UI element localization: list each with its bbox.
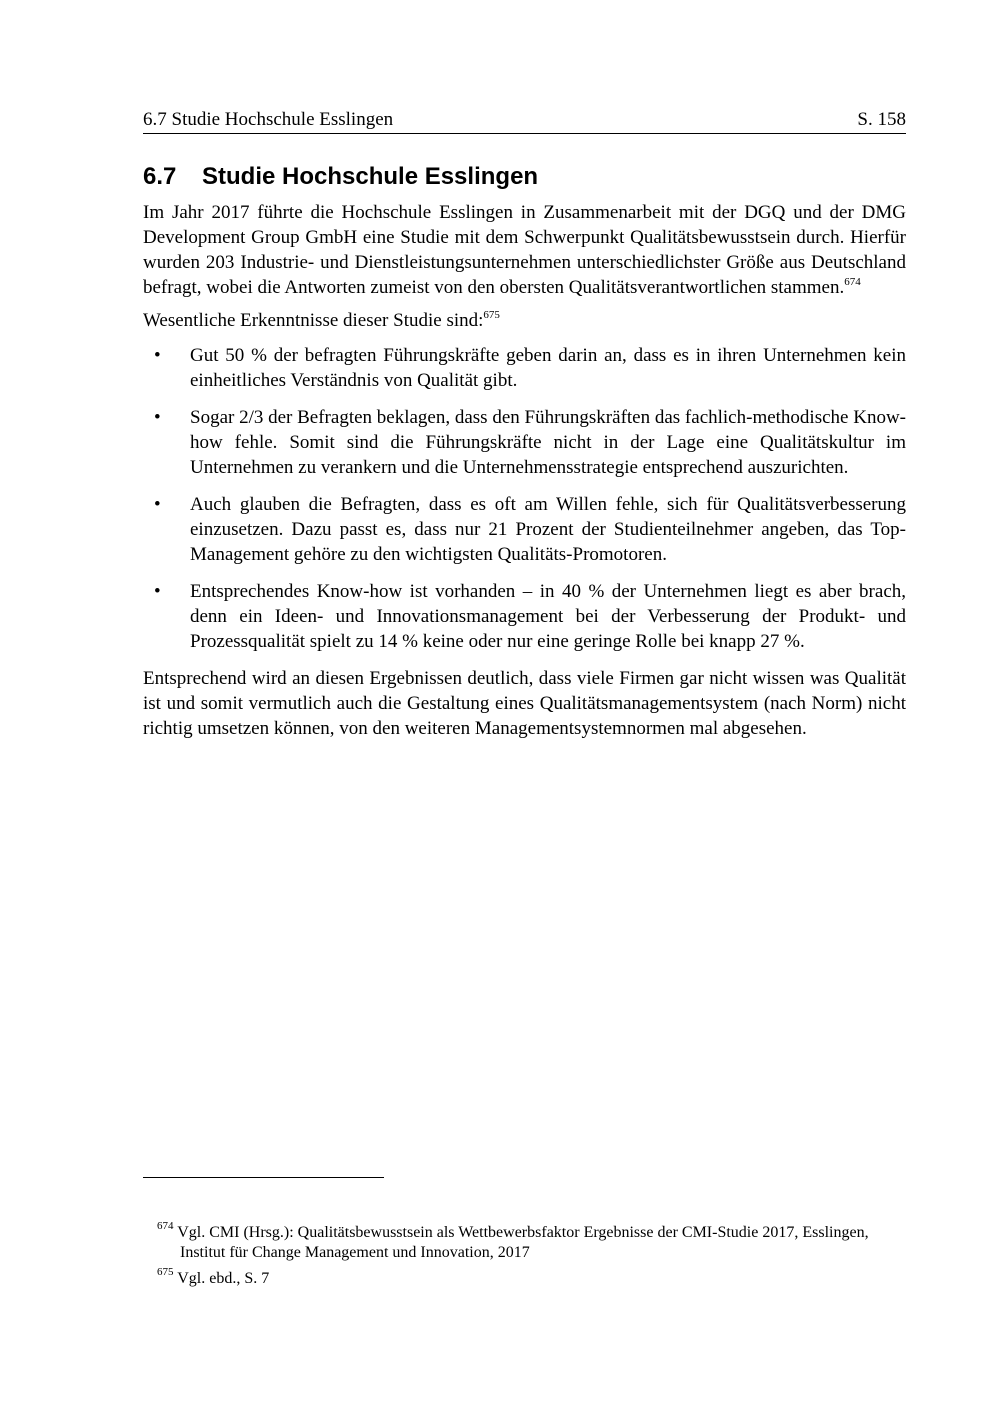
footnote-number: 675 (157, 1266, 174, 1278)
footnotes (143, 1220, 906, 1295)
footnote-675 (143, 1266, 906, 1289)
list-item-text: Sogar 2/3 der Befragten beklagen, dass den Führungskräften das fachlich-methodische Know-how fehle. Somit sind die Führungskräfte nicht in der Lage eine Qualitätskultur im Unternehmen zu verankern und die Unternehmensstrategie entsprechend auszurichten. (190, 407, 906, 478)
running-header (143, 108, 906, 134)
footnote-ref-674[interactable]: 674 (844, 276, 861, 288)
footnote-number: 674 (157, 1220, 174, 1232)
list-item (143, 579, 906, 654)
findings-list (143, 343, 906, 654)
footnote-separator (143, 1177, 384, 1178)
list-item (143, 405, 906, 480)
section-title: Studie Hochschule Esslingen (202, 163, 539, 190)
findings-intro-text: Wesentliche Erkenntnisse dieser Studie sind: (143, 310, 484, 331)
main-content (143, 160, 906, 741)
header-page-number: S. 158 (857, 109, 906, 130)
bullet-icon: • (154, 494, 161, 515)
footnote-line (157, 1266, 270, 1287)
list-item-text: Gut 50 % der befragten Führungskräfte geben darin an, dass es in ihren Unternehmen kein einheitliches Verständnis von Qualität gibt. (190, 345, 906, 391)
bullet-icon: • (154, 581, 161, 602)
section-number: 6.7 (143, 163, 177, 190)
header-section-title: 6.7 Studie Hochschule Esslingen (143, 109, 394, 130)
intro-paragraph (143, 200, 906, 300)
footnote-text: Vgl. CMI (Hrsg.): Qualitätsbewusstsein als Wettbewerbsfaktor Ergebnisse der CMI-Studie 2017, Esslingen, (177, 1224, 869, 1241)
list-item-text: Auch glauben die Befragten, dass es oft am Willen fehle, sich für Qualitätsverbesserung einzusetzen. Dazu passt es, dass nur 21 Prozent der Studienteilnehmer angeben, das Top-Management gehöre zu den wichtigsten Qualitäts-Promotoren. (190, 494, 906, 565)
list-item (143, 492, 906, 567)
closing-paragraph: Entsprechend wird an diesen Ergebnissen deutlich, dass viele Firmen gar nicht wissen was Qualität ist und somit vermutlich auch die Gestaltung eines Qualitätsmanagementsystem (nach Norm) nicht richtig umsetzen können, von den weiteren Managementsystemnormen mal abgesehen. (143, 668, 906, 739)
intro-text: Im Jahr 2017 führte die Hochschule Esslingen in Zusammenarbeit mit der DGQ und der DMG Development Group GmbH eine Studie mit dem Schwerpunkt Qualitätsbewusstsein durch. Hierfür wurden 203 Industrie- und Dienstleistungsunternehmen unterschiedlichster Größe aus Deutschland befragt, wobei die Antworten zumeist von den obersten Qualitätsverantwortlichen stammen. (143, 202, 906, 298)
bullet-icon: • (154, 345, 161, 366)
footnote-ref-675[interactable]: 675 (483, 309, 500, 321)
list-item (143, 343, 906, 393)
footnote-text: Vgl. ebd., S. 7 (177, 1270, 270, 1287)
bullet-icon: • (154, 407, 161, 428)
list-item-text: Entsprechendes Know-how ist vorhanden – in 40 % der Unternehmen liegt es aber brach, denn ein Ideen- und Innovationsmanagement bei der Verbesserung der Produkt- und Prozessqualität spielt zu 14 % keine oder nur eine geringe Rolle bei knapp 27 %. (190, 581, 906, 652)
footnote-line (157, 1220, 869, 1241)
section-heading (143, 160, 906, 194)
footnote-continuation: Institut für Change Management und Innovation, 2017 (180, 1244, 530, 1261)
footnote-674 (143, 1220, 906, 1263)
findings-intro (143, 308, 906, 333)
